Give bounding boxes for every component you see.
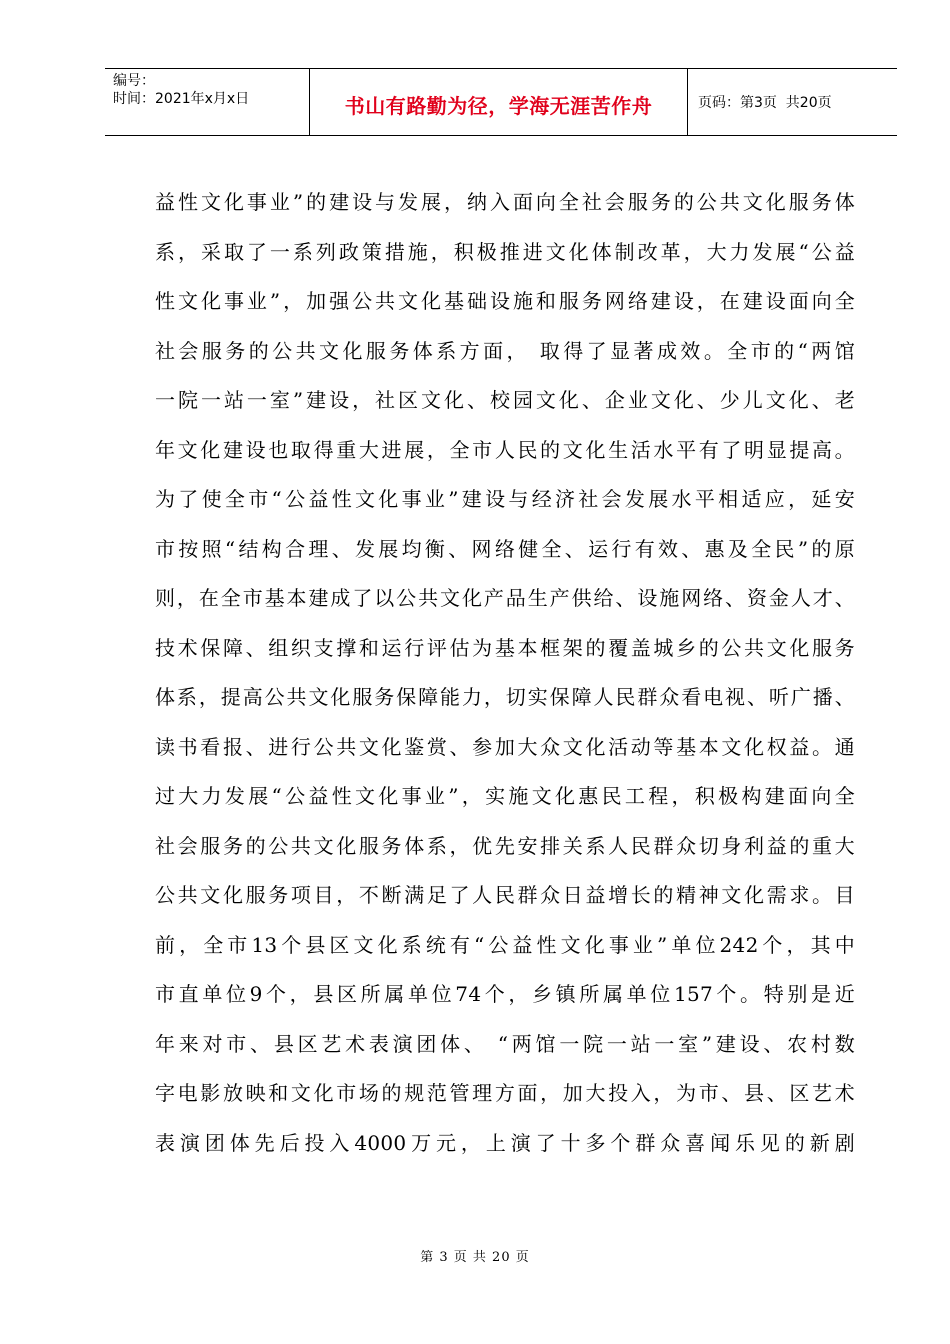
body-line: 系，采取了一系列政策措施，积极推进文化体制改革，大力发展“公益 bbox=[155, 239, 855, 264]
body-line: 年来对市、县区艺术表演团体、 “两馆一院一站一室”建设、农村数 bbox=[155, 1031, 855, 1056]
page-header bbox=[105, 68, 897, 136]
body-line: 市直单位9个，县区所属单位74个，乡镇所属单位157个。特别是近 bbox=[155, 982, 855, 1006]
document-body bbox=[155, 184, 855, 1174]
serial-number-label: 编号： bbox=[113, 73, 155, 89]
body-line: 表演团体先后投入4000万元，上演了十多个群众喜闻乐见的新剧 bbox=[155, 1130, 855, 1155]
page-info-text: 页码：第3页 共20页 bbox=[698, 95, 832, 111]
header-page-info-cell bbox=[688, 69, 897, 135]
body-line: 字电影放映和文化市场的规范管理方面，加大投入，为市、县、区艺术 bbox=[155, 1081, 855, 1105]
body-line: 体系，提高公共文化服务保障能力，切实保障人民群众看电视、听广播、 bbox=[155, 685, 855, 709]
body-line: 读书看报、进行公共文化鉴赏、参加大众文化活动等基本文化权益。通 bbox=[155, 734, 855, 759]
footer-page-number: 第 3 页 共 20 页 bbox=[420, 1250, 530, 1265]
body-line: 前，全市13个县区文化系统有“公益性文化事业”单位242个，其中 bbox=[155, 932, 855, 957]
page-footer bbox=[0, 1246, 950, 1265]
motto-text: 书山有路勤为径，学海无涯苦作舟 bbox=[344, 93, 653, 118]
body-line: 年文化建设也取得重大进展，全市人民的文化生活水平有了明显提高。 bbox=[155, 437, 855, 462]
body-line: 益性文化事业”的建设与发展，纳入面向全社会服务的公共文化服务体 bbox=[155, 190, 855, 214]
header-motto-cell bbox=[310, 69, 688, 135]
body-line: 技术保障、组织支撑和运行评估为基本框架的覆盖城乡的公共文化服务 bbox=[155, 635, 855, 660]
header-meta bbox=[105, 69, 310, 135]
body-line: 社会服务的公共文化服务体系，优先安排关系人民群众切身利益的重大 bbox=[155, 833, 855, 858]
body-line: 为了使全市“公益性文化事业”建设与经济社会发展水平相适应，延安 bbox=[155, 487, 855, 511]
body-line: 市按照“结构合理、发展均衡、网络健全、运行有效、惠及全民”的原 bbox=[155, 536, 855, 561]
body-line: 公共文化服务项目，不断满足了人民群众日益增长的精神文化需求。目 bbox=[155, 883, 855, 907]
body-line: 则，在全市基本建成了以公共文化产品生产供给、设施网络、资金人才、 bbox=[155, 586, 855, 610]
body-line: 社会服务的公共文化服务体系方面， 取得了显著成效。全市的“两馆 bbox=[155, 338, 855, 363]
date-label: 时间：2021年x月x日 bbox=[113, 91, 250, 107]
body-line: 一院一站一室”建设，社区文化、校园文化、企业文化、少儿文化、老 bbox=[155, 388, 855, 412]
body-line: 性文化事业”，加强公共文化基础设施和服务网络建设，在建设面向全 bbox=[155, 289, 855, 313]
body-line: 过大力发展“公益性文化事业”，实施文化惠民工程，积极构建面向全 bbox=[155, 784, 855, 808]
